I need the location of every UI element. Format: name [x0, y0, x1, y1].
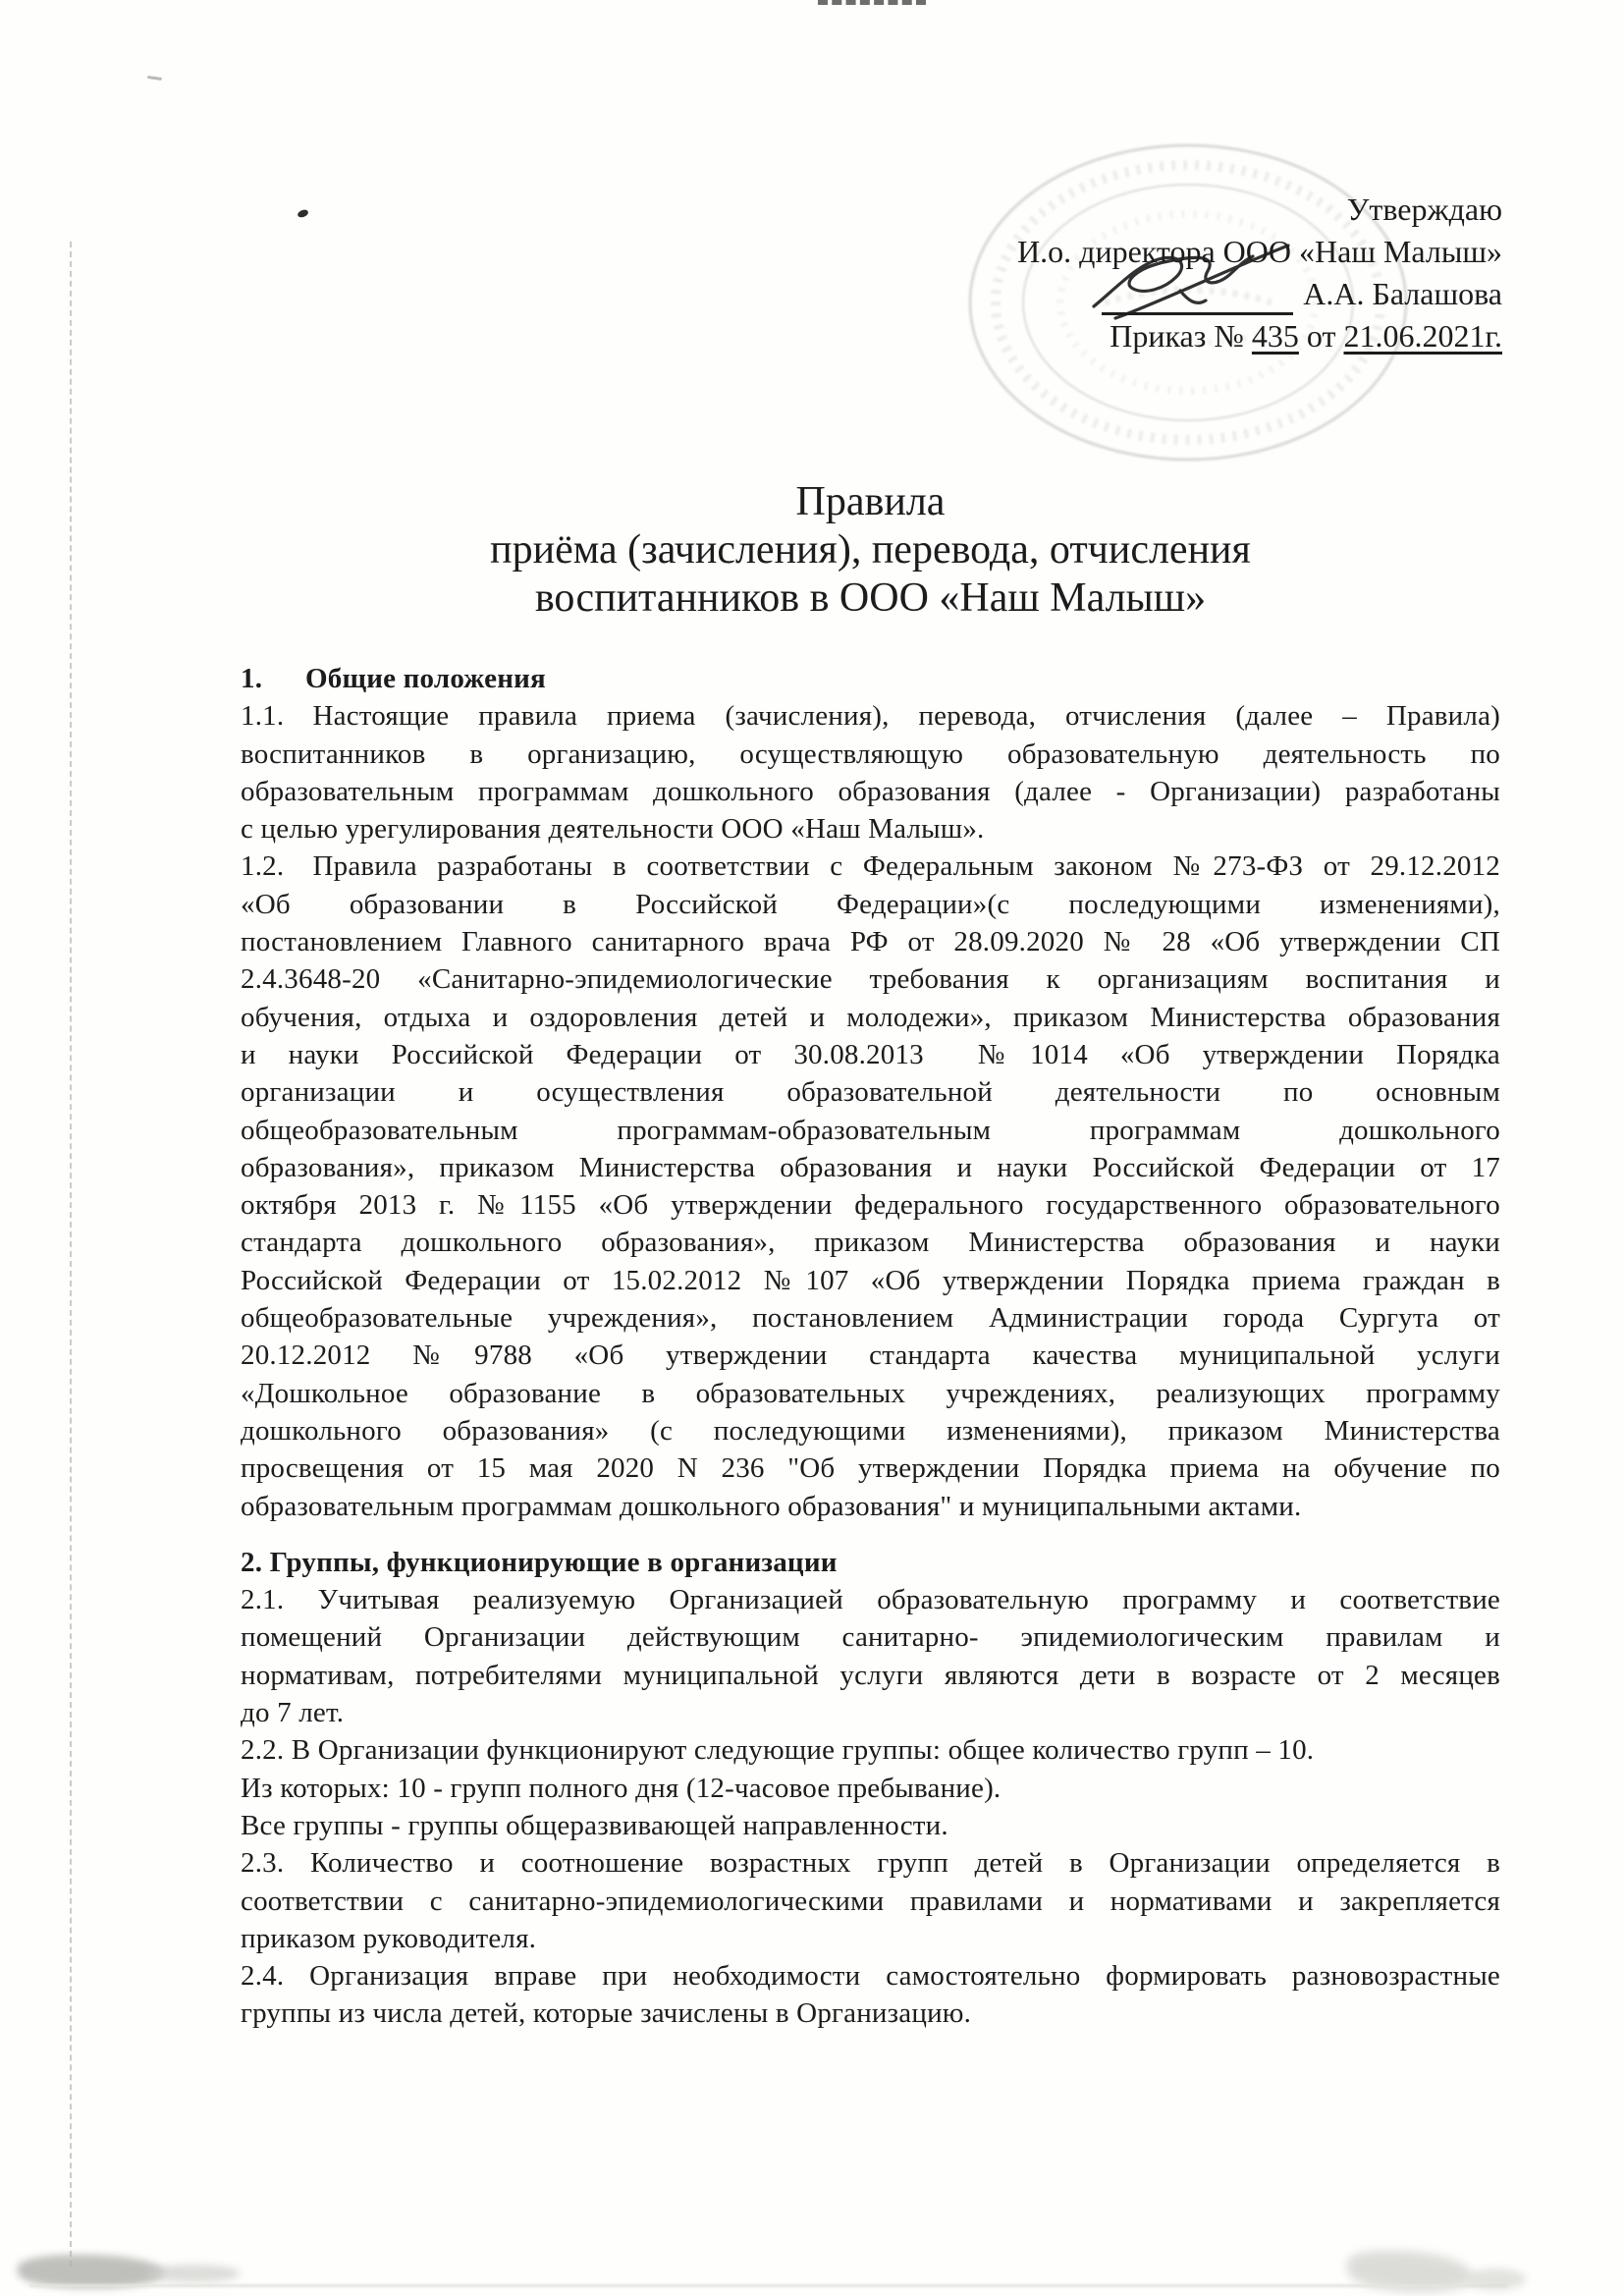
order-number: 435 — [1251, 318, 1299, 354]
order-prefix: Приказ № — [1110, 318, 1252, 354]
text-line: образовательным программам дошкольного образования (далее - Организации) разработаны — [241, 775, 1500, 807]
text-line: стандарта дошкольного образования», приказом Министерства образования и науки — [241, 1227, 1500, 1259]
text-line: 2.2. В Организации функционируют следующие группы: общее количество групп – 10. — [241, 1734, 1315, 1767]
signature-line — [1102, 277, 1293, 315]
scan-speck — [147, 76, 162, 81]
text-line: образовательным программам дошкольного образования" и муниципальными актами. — [241, 1490, 1302, 1522]
text-line: 2.4. Организация вправе при необходимости самостоятельно формировать разновозрастные — [241, 1960, 1500, 1993]
order-middle: от — [1298, 318, 1344, 354]
text-line: Российской Федерации от 15.02.2012 №107 «Об утверждении Порядка приема граждан в — [241, 1264, 1500, 1296]
text-line: «Об образовании в Российской Федерации»(с последующими изменениями), — [241, 888, 1500, 920]
text-line: общеобразовательные учреждения», постановлением Администрации города Сургута от — [241, 1302, 1500, 1335]
order-date: 21.06.2021г. — [1343, 318, 1502, 354]
text-line: нормативам, потребителями муниципальной услуги являются дети в возрасте от 2 месяцев — [241, 1659, 1500, 1691]
title-line-2: приёма (зачисления), перевода, отчисления — [490, 527, 1251, 573]
text-line: до 7 лет. — [241, 1697, 345, 1729]
text-line: 20.12.2012 №9788 «Об утверждении стандарта качества муниципальной услуги — [241, 1339, 1500, 1372]
document-body — [241, 660, 1500, 2033]
scan-smudge — [147, 2265, 241, 2282]
approver-position: И.о. директора ООО «Наш Малыш» — [1017, 234, 1502, 269]
text-line: «Дошкольное образование в образовательных учреждениях, реализующих программу — [241, 1377, 1500, 1409]
text-line: соответствии с санитарно-эпидемиологическими правилами и нормативами и закрепляется — [241, 1885, 1500, 1917]
title-line-3: воспитанников в ООО «Наш Малыш» — [534, 575, 1207, 621]
text-line: 2.1. Учитывая реализуемую Организацией образовательную программу и соответствие — [241, 1584, 1500, 1616]
document-title — [241, 478, 1500, 623]
text-line: приказом руководителя. — [241, 1922, 537, 1954]
text-line: Все группы - группы общеразвивающей направленности. — [241, 1809, 948, 1841]
text-line: и науки Российской Федерации от 30.08.2013 №1014 «Об утверждении Порядка — [241, 1038, 1500, 1070]
handwritten-signature — [1084, 232, 1305, 326]
scan-smudge — [1465, 2269, 1526, 2290]
section-heading: 1. Общие положения — [241, 663, 546, 694]
text-line: обучения, отдыха и оздоровления детей и молодежи», приказом Министерства образования — [241, 1001, 1500, 1033]
ink-speck — [297, 209, 308, 218]
text-line: 2.4.3648-20 «Санитарно-эпидемиологические требования к организациям воспитания и — [241, 963, 1500, 996]
approval-word: Утверждаю — [1346, 191, 1502, 227]
signatory-name: А.А. Балашова — [1303, 276, 1502, 311]
text-line: 1.2. Правила разработаны в соответствии с Федеральным законом №273-ФЗ от 29.12.2012 — [241, 850, 1500, 883]
text-line: организации и осуществления образовательной деятельности по основным — [241, 1076, 1500, 1109]
approval-block — [893, 189, 1502, 357]
text-line: помещений Организации действующим санитарно- эпидемиологическим правилам и — [241, 1621, 1500, 1654]
scan-edge-artifact — [818, 0, 926, 5]
scan-fold-line — [70, 242, 72, 2267]
scan-smudge — [29, 2284, 1507, 2287]
text-line: просвещения от 15 мая 2020 N 236 "Об утверждении Порядка приема на обучение по — [241, 1452, 1500, 1485]
title-line-1: Правила — [795, 479, 946, 524]
scan-smudge — [18, 2255, 165, 2288]
text-line: постановлением Главного санитарного врача РФ от 28.09.2020 № 28 «Об утверждении СП — [241, 926, 1500, 958]
text-line: дошкольного образования» (с последующими изменениями), приказом Министерства — [241, 1414, 1500, 1447]
text-line: 1.1. Настоящие правила приема (зачисления), перевода, отчисления (далее – Правила) — [241, 700, 1500, 733]
text-line: воспитанников в организацию, осуществляющую образовательную деятельность по — [241, 738, 1500, 770]
text-line: общеобразовательным программам-образовательным программам дошкольного — [241, 1114, 1500, 1146]
text-line: образования», приказом Министерства образования и науки Российской Федерации от 17 — [241, 1151, 1500, 1183]
text-line: октября 2013 г. №1155 «Об утверждении федерального государственного образовательного — [241, 1189, 1500, 1222]
section-heading: 2. Группы, функционирующие в организации — [241, 1546, 838, 1578]
text-line: 2.3. Количество и соотношение возрастных групп детей в Организации определяется в — [241, 1847, 1500, 1880]
signature-row — [893, 273, 1502, 315]
text-line: группы из числа детей, которые зачислены в Организацию. — [241, 1997, 972, 2030]
text-line: Из которых: 10 - групп полного дня (12-часовое пребывание). — [241, 1772, 1001, 1804]
text-line: с целью урегулирования деятельности ООО «Наш Малыш». — [241, 813, 985, 846]
